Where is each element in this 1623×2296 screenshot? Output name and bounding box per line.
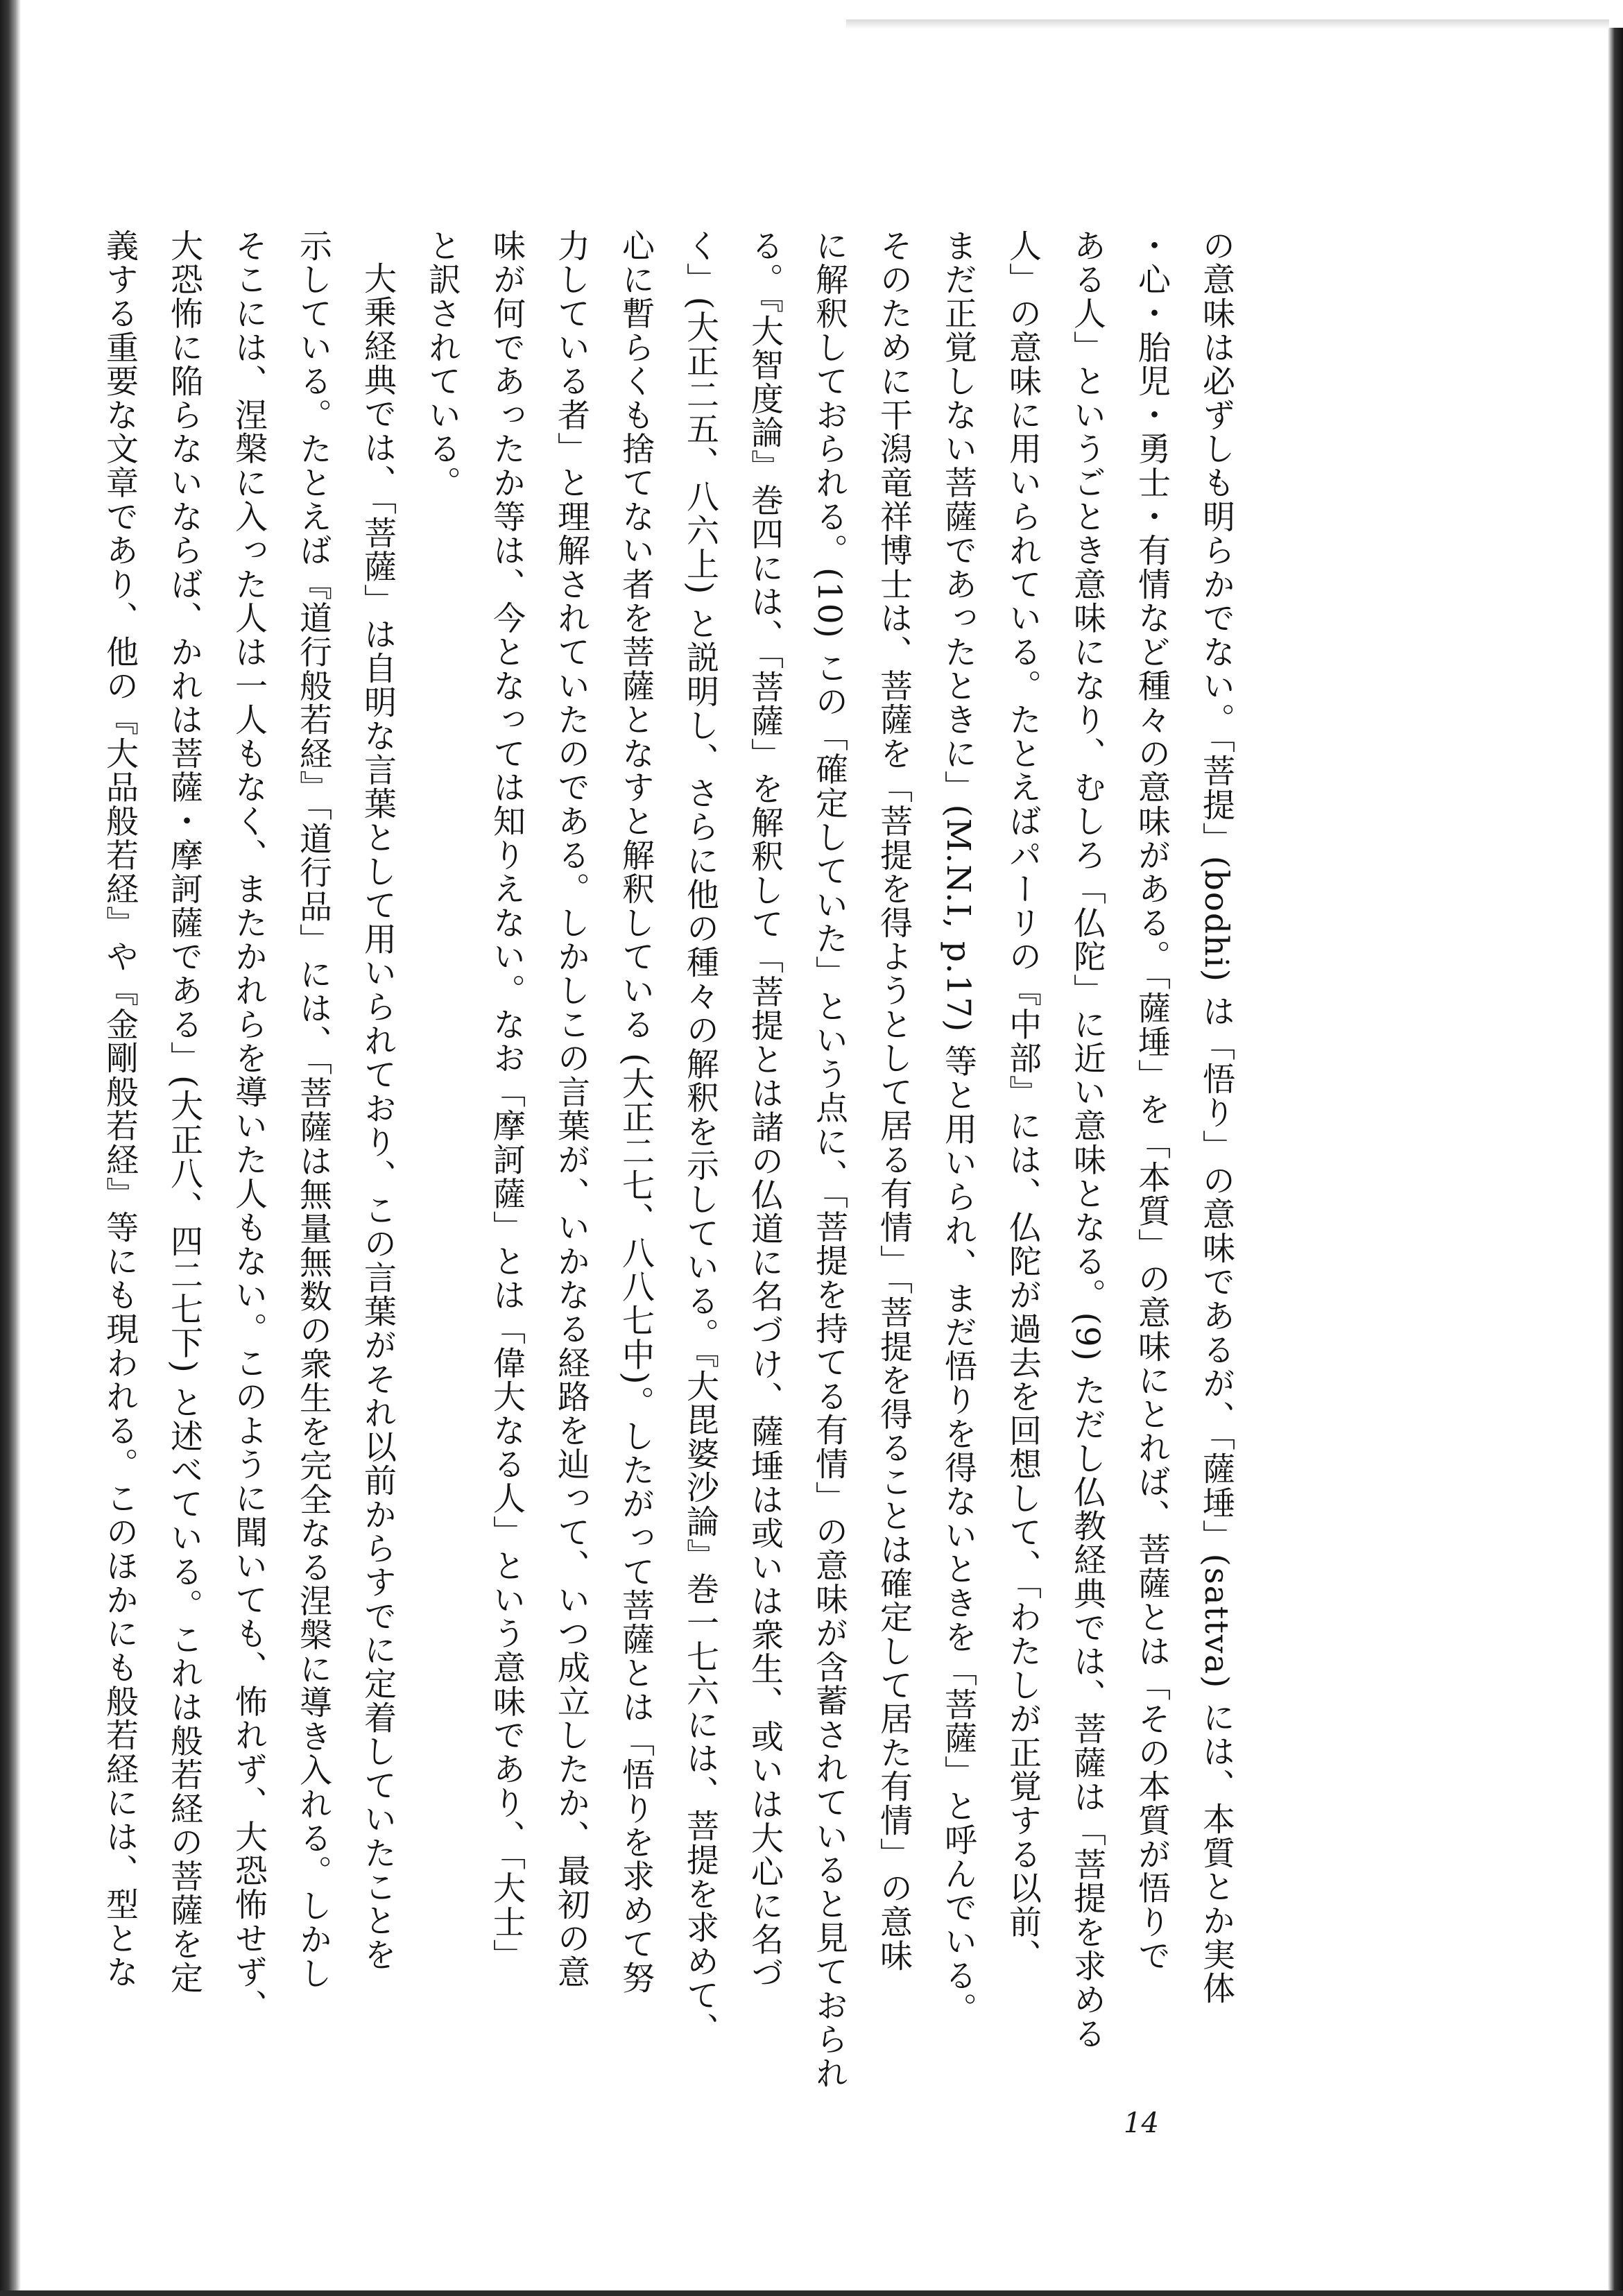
text-column-15: 示している。たとえば『道行般若経』「道行品」には、「菩薩は無量無数の衆生を完全なる涅槃に導き入れる。しかし bbox=[294, 229, 332, 1991]
page-number: 14 bbox=[1124, 2107, 1159, 2139]
text-column-16: そこには、涅槃に入った人は一人もなく、またかれらを導いた人もない。このように聞いても、怖れず、大恐怖せず、 bbox=[230, 229, 268, 2023]
text-column-3: ある人」というごとき意味になり、むしろ「仏陀」に近い意味となる。(9) ただし仏教経典では、菩薩は「菩提を求める bbox=[1068, 229, 1106, 2051]
text-column-8: る。『大智度論』巻四には、「菩薩」を解釈して「菩提とは諸の仏道に名づけ、薩埵は或いは衆生、或いは大心に名づ bbox=[746, 229, 784, 1991]
vertical-text-body bbox=[101, 229, 1248, 2091]
scan-shadow-right bbox=[1608, 28, 1623, 2296]
text-column-14: 大乗経典では、「菩薩」は自明な言葉として用いられており、この言葉がそれ以前からすでに定着していたことを bbox=[359, 262, 397, 1972]
text-column-5: まだ正覚しない菩薩であったときに」(M.N.I, p.17) 等と用いられ、まだ悟りを得ないときを「菩薩」と呼んでいる。 bbox=[939, 229, 977, 2027]
text-column-2: ・心・胎児・勇士・有情など種々の意味がある。「薩埵」を「本質」の意味にとれば、菩薩とは「その本質が悟りで bbox=[1133, 229, 1171, 1973]
text-column-11: 力している者」と理解されていたのである。しかしこの言葉が、いかなる経路を辿って、いつ成立したか、最初の意 bbox=[552, 229, 590, 1989]
text-column-17: 大恐怖に陥らないならば、かれは菩薩・摩訶薩である」(大正八、四二七下) と述べている。これは般若経の菩薩を定 bbox=[165, 229, 203, 1995]
text-column-18: 義する重要な文章であり、他の『大品般若経』や『金剛般若経』等にも現われる。このほかにも般若経には、型とな bbox=[101, 229, 139, 1989]
text-column-13: と訳されている。 bbox=[423, 229, 461, 500]
text-column-6: そのために干潟竜祥博士は、菩薩を「菩提を得ようとして居る有情」「菩提を得ることは確定して居た有情」の意味 bbox=[875, 229, 913, 1973]
text-column-1: の意味は必ずしも明らかでない。「菩提」(bodhi) は「悟り」の意味であるが、「薩埵」(sattva) には、本質とか実体 bbox=[1197, 229, 1235, 2006]
scan-smudge-top bbox=[846, 19, 1609, 29]
text-column-10: 心に暫らくも捨てない者を菩薩となすと解釈している (大正二七、八八七中)。したがって菩薩とは「悟りを求めて努 bbox=[617, 229, 655, 1995]
text-column-9: く」(大正二五、八六上) と説明し、さらに他の種々の解釈を示している。『大毘婆沙論』巻一七六には、菩提を求めて、 bbox=[681, 229, 719, 2046]
scan-shadow-bottom bbox=[0, 2290, 1623, 2296]
text-column-4: 人」の意味に用いられている。たとえばパーリの『中部』には、仏陀が過去を回想して、「わたしが正覚する以前、 bbox=[1004, 229, 1042, 1973]
text-column-12: 味が何であったか等は、今となっては知りえない。なお「摩訶薩」とは「偉大なる人」という意味であり、「大士」 bbox=[488, 229, 526, 1973]
text-column-7: に解釈しておられる。(10) この「確定していた」という点に、「菩提を持てる有情」の意味が含蓄されていると見ておられ bbox=[810, 229, 848, 2091]
scan-shadow-left bbox=[0, 0, 21, 2296]
